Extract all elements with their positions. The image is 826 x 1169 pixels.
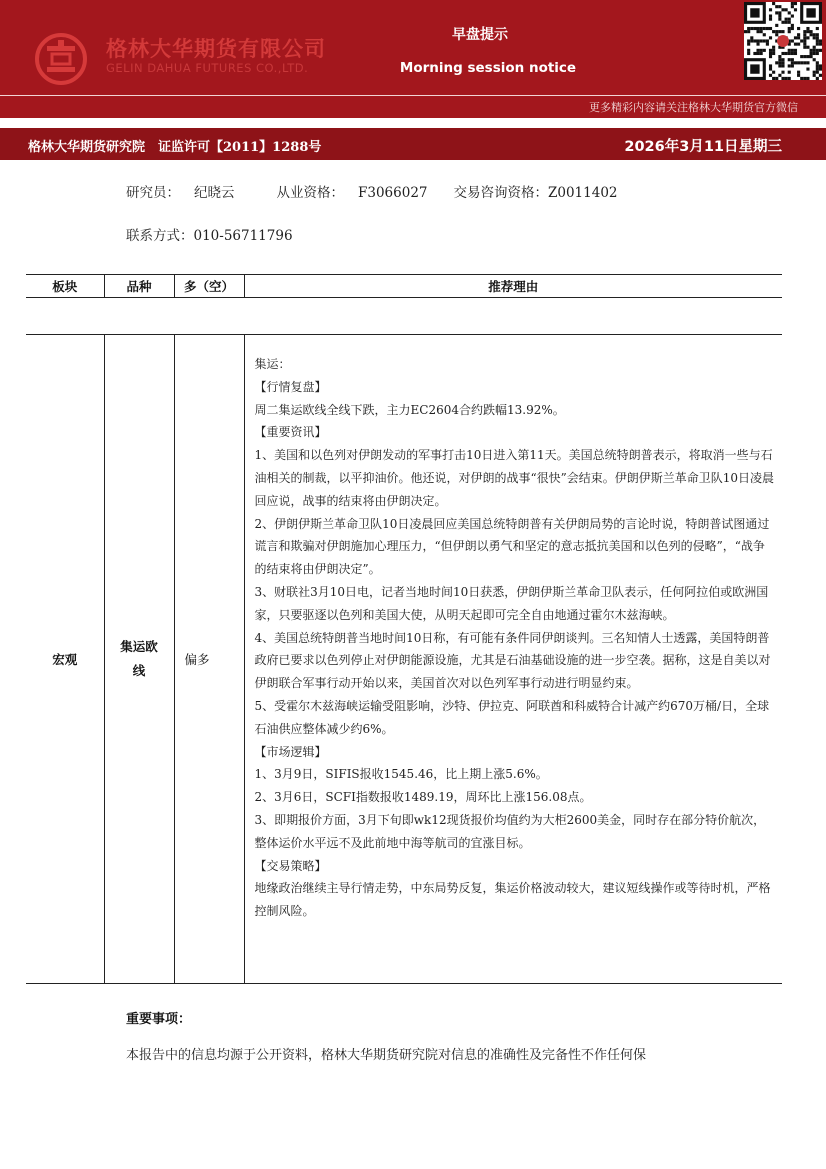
contact-number: 010-56711796 (193, 228, 293, 244)
researcher-label: 研究员： (126, 185, 180, 201)
qualification-number: F3066027 (358, 185, 428, 201)
analyst-info (126, 181, 618, 201)
reason-line: 【行情复盘】 (254, 379, 327, 394)
reason-cell (244, 335, 782, 984)
company-logo-icon (34, 32, 88, 86)
variety-text: 集运欧线 (120, 639, 158, 678)
direction-cell: 偏多 (174, 335, 244, 984)
recommendation-table (26, 274, 782, 984)
reason-line: 3、财联社3月10日电，记者当地时间10日获悉，伊朗伊斯兰革命卫队表示，任何阿拉伯或欧洲国家，只要驱逐以色列和美国大使，从明天起即可完全自由地通过霍尔木兹海峡。 (254, 584, 769, 622)
institute-license: 格林大华期货研究院 证监许可【2011】1288号 (28, 140, 322, 155)
notice-title: 重要事项： (126, 1012, 192, 1027)
qualification-label: 从业资格： (276, 185, 344, 201)
header-sector: 板块 (26, 275, 104, 298)
reason-line: 3、即期报价方面，3月下旬即wk12现货报价均值约为大柜2600美金，同时存在部分特价航次，整体运价水平远不及此前地中海等航司的宜涨目标。 (254, 812, 766, 850)
table-header-row (26, 275, 782, 298)
table-row (26, 335, 782, 984)
wechat-follow-note: 更多精彩内容请关注格林大华期货官方微信 (589, 101, 798, 114)
contact-label: 联系方式： (126, 228, 194, 244)
spacer-row (26, 298, 782, 335)
reason-line: 周二集运欧线全线下跌，主力EC2604合约跌幅13.92%。 (254, 402, 565, 417)
reason-line: 地缘政治继续主导行情走势，中东局势反复，集运价格波动较大，建议短线操作或等待时机，严格控制风险。 (254, 881, 771, 919)
sector-cell: 宏观 (26, 335, 104, 984)
header-reason: 推荐理由 (244, 275, 782, 298)
company-name-cn: 格林大华期货有限公司 (106, 37, 326, 61)
researcher-name: 纪晓云 (194, 185, 235, 201)
contact-info (126, 224, 293, 244)
report-title-cn: 早盘提示 (452, 27, 508, 43)
reason-line: 4、美国总统特朗普当地时间10日称，有可能有条件同伊朗谈判。三名知情人士透露，美国特朗普政府已要求以色列停止对伊朗能源设施，尤其是石油基础设施的进一步空袭。据称，这是自美以对伊朗联合军事行动开始以来，美国首次对以色列军事行动进行明显约束。 (254, 630, 771, 691)
header-variety: 品种 (104, 275, 174, 298)
company-name-en: GELIN DAHUA FUTURES CO.,LTD. (106, 61, 309, 75)
variety-cell (104, 335, 174, 984)
notice-text: 本报告中的信息均源于公开资料，格林大华期货研究院对信息的准确性及完备性不作任何保 (126, 1048, 647, 1063)
report-title-en: Morning session notice (399, 60, 577, 76)
reason-line: 1、美国和以色列对伊朗发动的军事打击10日进入第11天。美国总统特朗普表示，将取消一些与石油相关的制裁，以平抑油价。他还说，对伊朗的战事“很快”会结束。伊朗伊斯兰革命卫队10日凌晨回应说，战事的结束将由伊朗决定。 (254, 448, 775, 508)
wechat-qr-code-icon (744, 2, 822, 80)
consult-label: 交易咨询资格： (453, 185, 548, 201)
reason-line: 5、受霍尔木兹海峡运输受阻影响，沙特、伊拉克、阿联酋和科威特合计减产约670万桶/日，全球石油供应整体减少约6%。 (254, 698, 770, 736)
reason-line: 【市场逻辑】 (254, 744, 327, 759)
reason-line: 2、伊朗伊斯兰革命卫队10日凌晨回应美国总统特朗普有关伊朗局势的言论时说，特朗普试图通过谎言和欺骗对伊朗施加心理压力，“但伊朗以勇气和坚定的意志抵抗美国和以色列的侵略”，“战争的结束将由伊朗决定”。 (254, 516, 770, 577)
reason-line: 【重要资讯】 (254, 425, 327, 440)
reason-line: 1、3月9日，SIFIS报收1545.46，比上期上涨5.6%。 (254, 767, 548, 782)
consult-number: Z0011402 (548, 185, 618, 201)
header-direction: 多（空） (174, 275, 244, 298)
reason-line: 2、3月6日，SCFI指数报收1489.19，周环比上涨156.08点。 (254, 790, 592, 805)
report-date: 2026年3月11日星期三 (624, 139, 782, 155)
reason-line: 【交易策略】 (254, 858, 327, 873)
reason-line: 集运： (254, 357, 291, 371)
